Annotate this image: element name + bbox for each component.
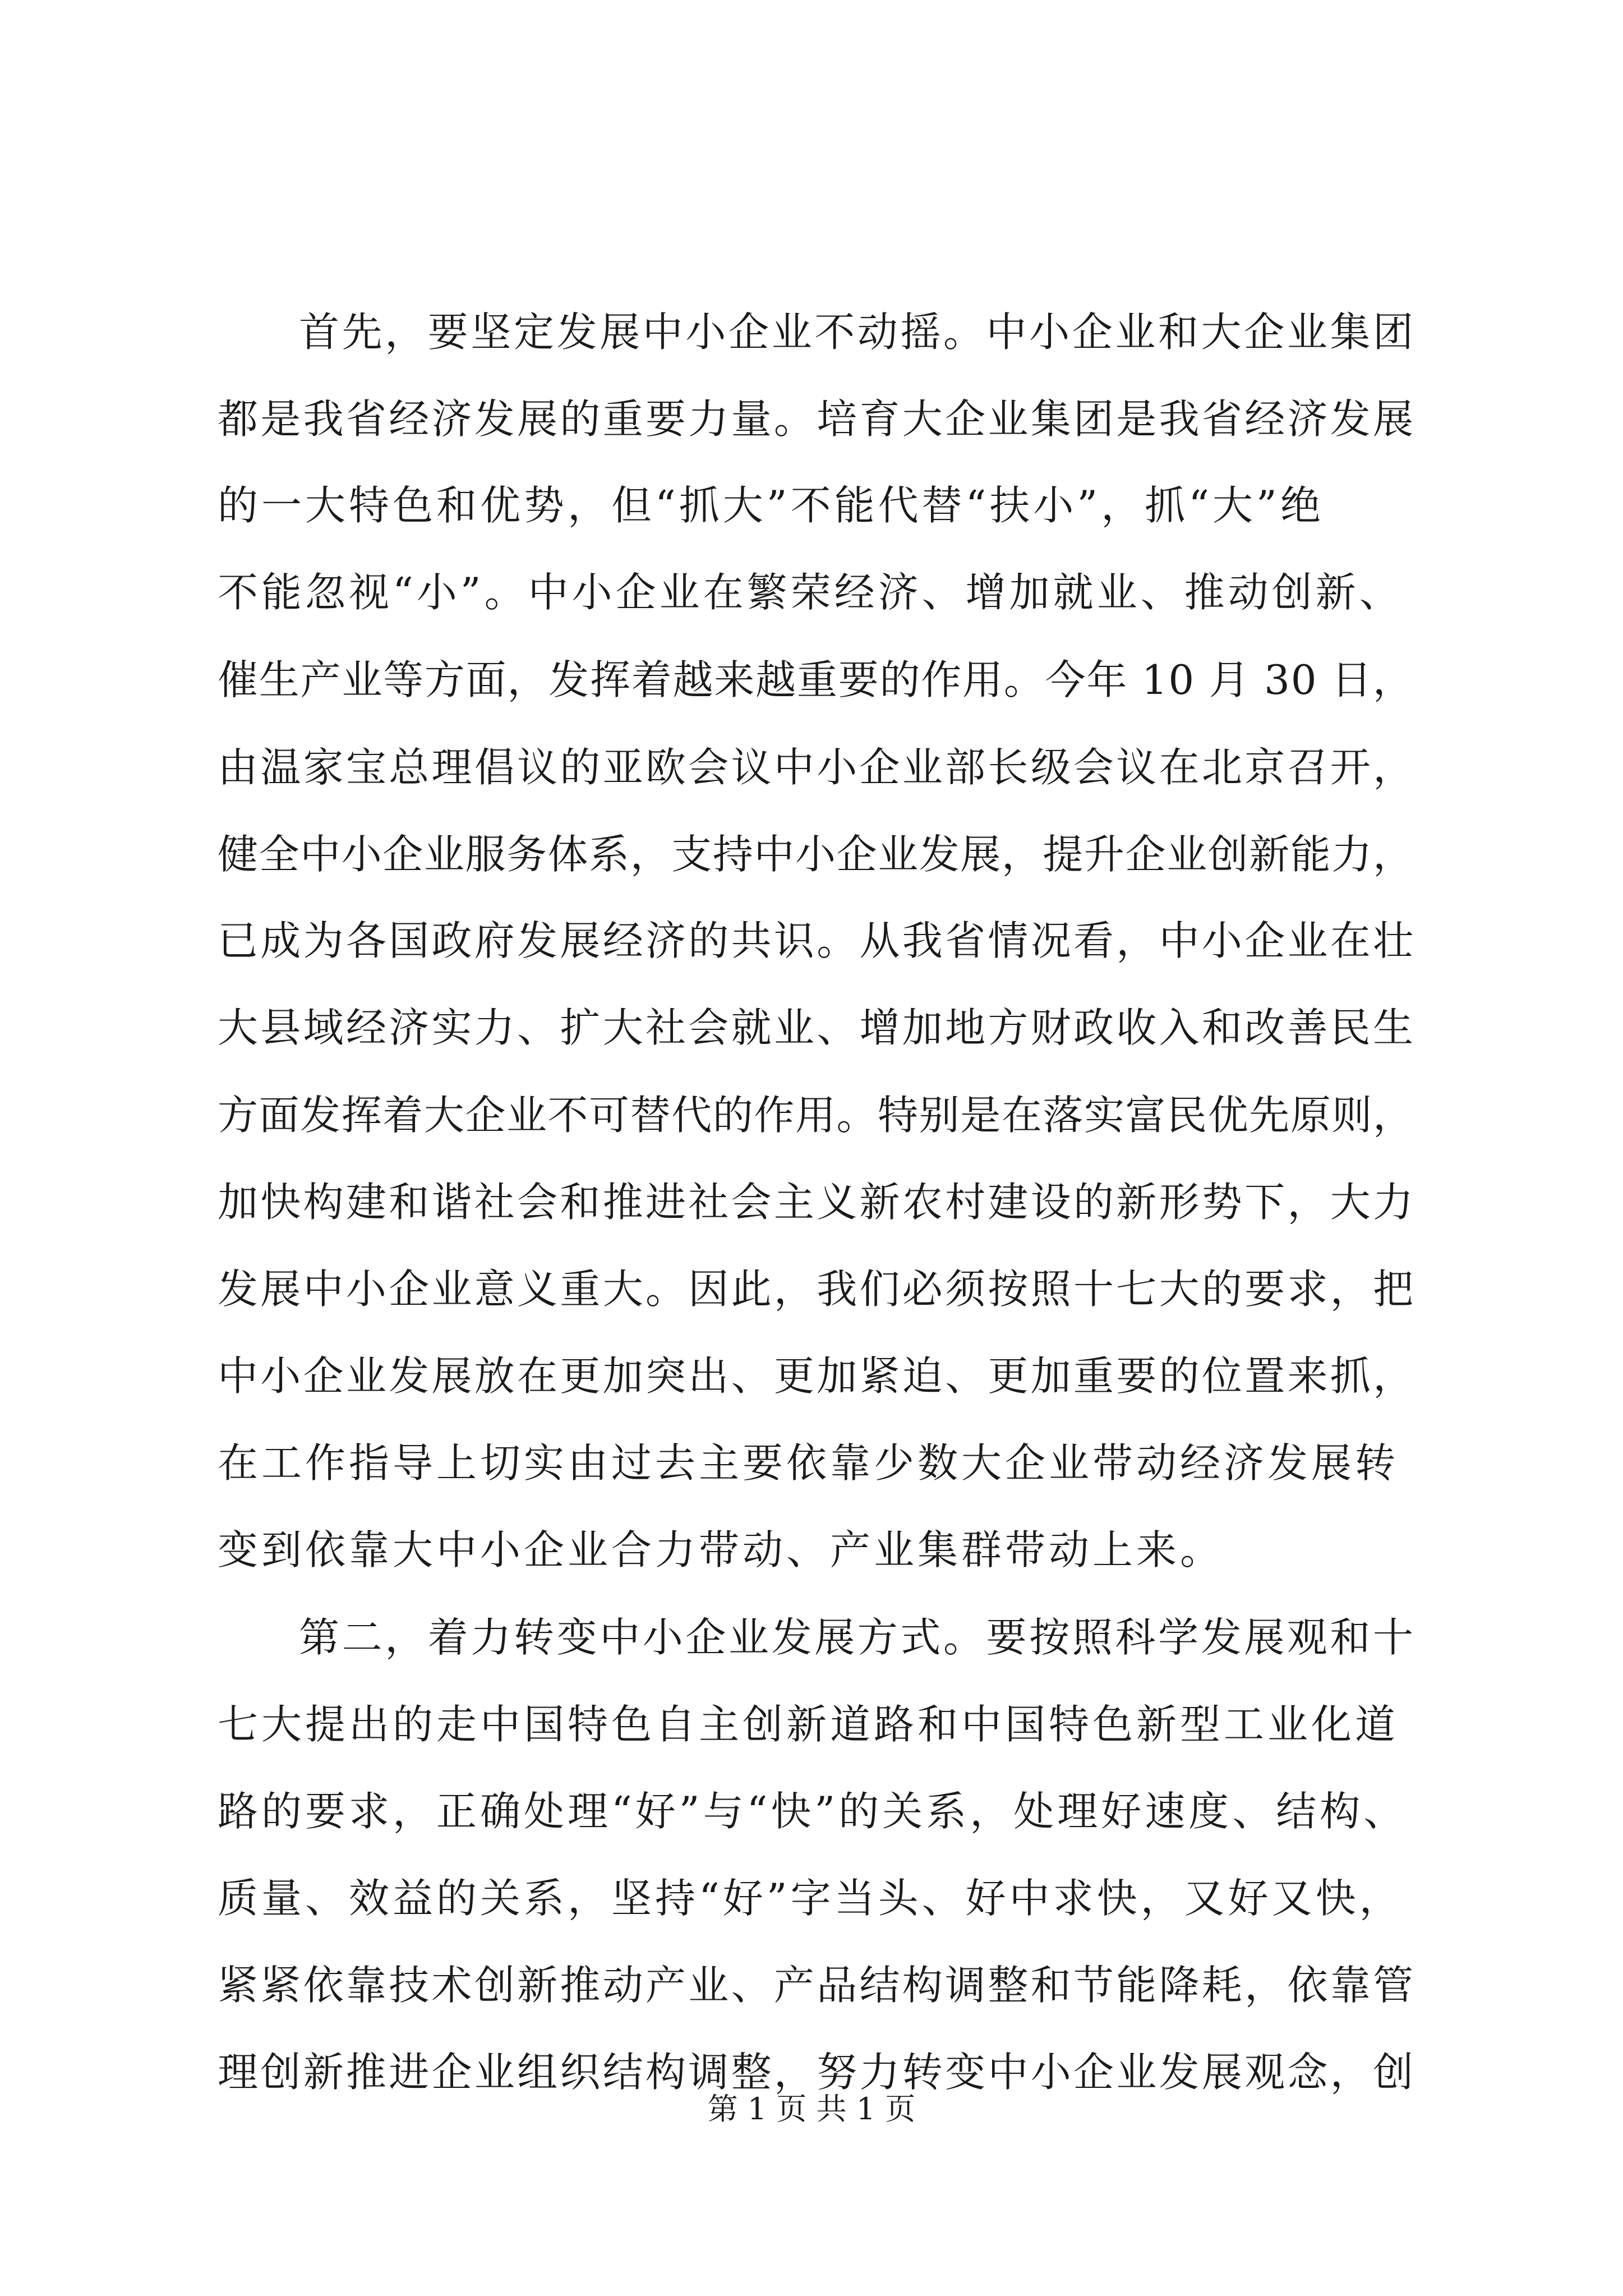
text-line: 加快构建和谐社会和推进社会主义新农村建设的新形势下，大力 xyxy=(218,1179,1416,1226)
text-line: 大县域经济实力、扩大社会就业、增加地方财政收入和改善民生 xyxy=(218,1004,1416,1051)
text-line: 理创新推进企业组织结构调整，努力转变中小企业发展观念，创 xyxy=(218,2049,1416,2096)
text-line: 健全中小企业服务体系，支持中小企业发展，提升企业创新能力， xyxy=(218,831,1414,878)
text-line: 路的要求，正确处理“好”与“快”的关系，处理好速度、结构、 xyxy=(218,1788,1408,1835)
text-line: 紧紧依靠技术创新推动产业、产品结构调整和节能降耗，依靠管 xyxy=(218,1962,1416,2009)
text-line: 已成为各国政府发展经济的共识。从我省情况看，中小企业在壮 xyxy=(218,917,1416,964)
text-line: 都是我省经济发展的重要力量。培育大企业集团是我省经济发展 xyxy=(218,395,1416,443)
text-line: 方面发挥着大企业不可替代的作用。特别是在落实富民优先原则， xyxy=(218,1092,1414,1139)
text-line: 在工作指导上切实由过去主要依靠少数大企业带动经济发展转 xyxy=(218,1439,1399,1487)
text-line: 质量、效益的关系，坚持“好”字当头、好中求快，又好又快， xyxy=(218,1875,1403,1922)
text-line: 由温家宝总理倡议的亚欧会议中小企业部长级会议在北京召开， xyxy=(218,744,1416,791)
text-line: 不能忽视“小”。中小企业在繁荣经济、增加就业、推动创新、 xyxy=(218,569,1403,616)
text-line: 发展中小企业意义重大。因此，我们必须按照十七大的要求，把 xyxy=(218,1266,1416,1313)
page-number-label: 第 1 页 共 1 页 xyxy=(707,2091,916,2127)
text-line: 催生产业等方面，发挥着越来越重要的作用。今年 10 月 30 日， xyxy=(218,656,1414,703)
text-line: 七大提出的走中国特色自主创新道路和中国特色新型工业化道 xyxy=(218,1701,1399,1748)
page-footer xyxy=(0,2090,1623,2129)
text-line: 的一大特色和优势，但“抓大”不能代替“扶小”，抓“大”绝 xyxy=(218,482,1324,529)
text-line: 中小企业发展放在更加突出、更加紧迫、更加重要的位置来抓， xyxy=(218,1352,1416,1400)
text-line: 首先，要坚定发展中小企业不动摇。中小企业和大企业集团 xyxy=(299,309,1416,356)
text-line: 第二，着力转变中小企业发展方式。要按照科学发展观和十 xyxy=(299,1614,1416,1661)
text-line: 变到依靠大中小企业合力带动、产业集群带动上来。 xyxy=(218,1526,1224,1573)
